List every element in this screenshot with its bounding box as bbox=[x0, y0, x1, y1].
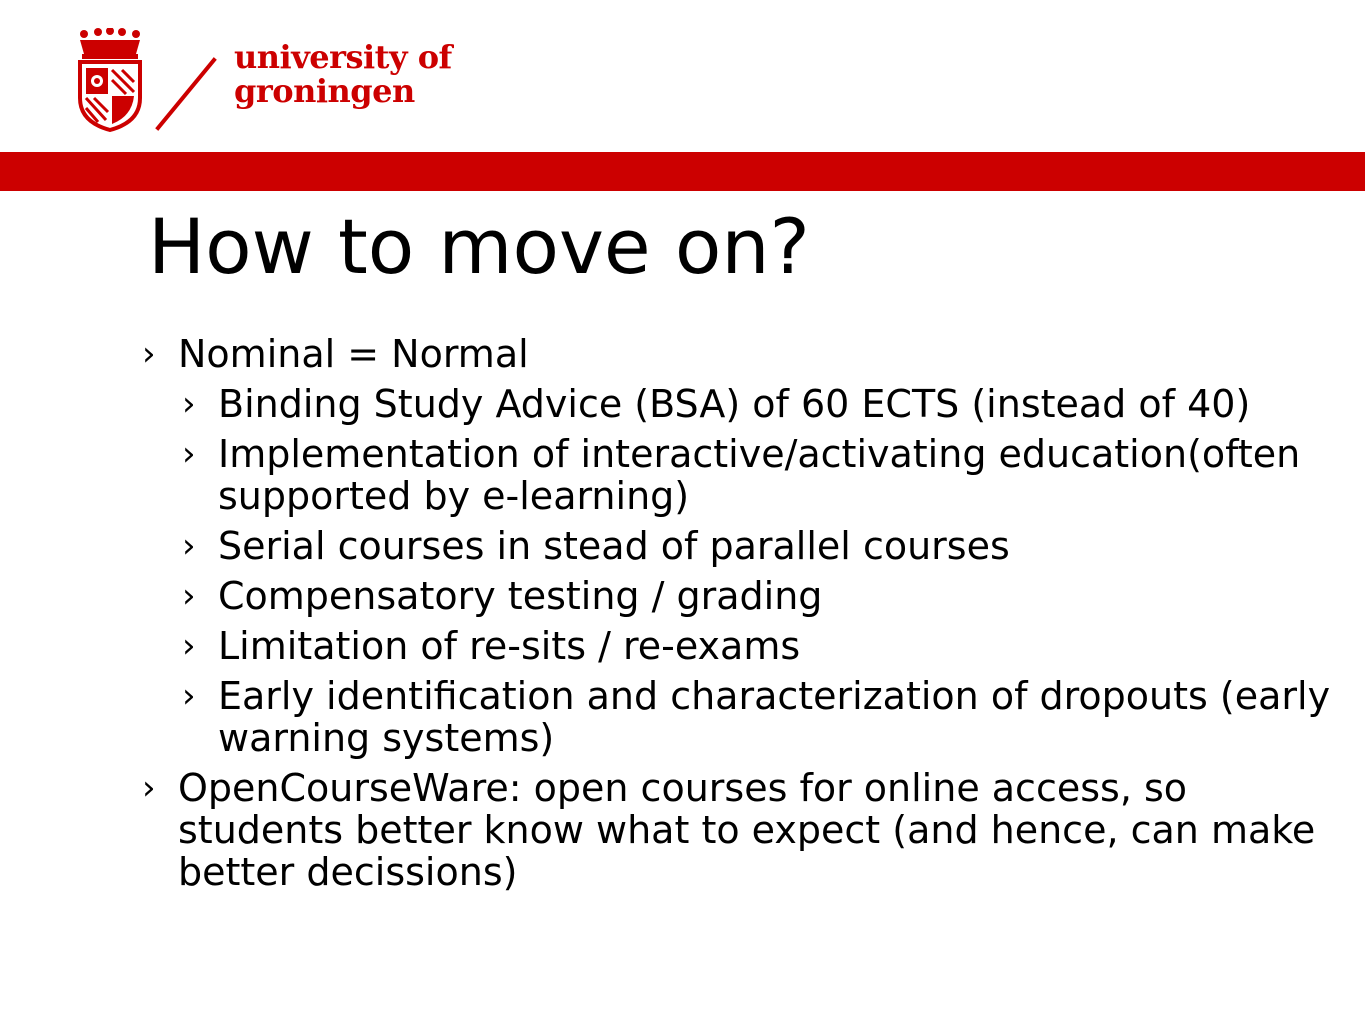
bullet-text: OpenCourseWare: open courses for online access, so students better know what to expect (and hence, can make better decissions) bbox=[178, 766, 1316, 894]
bullet-chevron-icon: › bbox=[142, 768, 156, 808]
bullet-text: Serial courses in stead of parallel courses bbox=[218, 524, 1010, 568]
university-crest-logo bbox=[76, 28, 144, 132]
bullet-chevron-icon: › bbox=[182, 384, 196, 424]
wordmark-line-2: groningen bbox=[234, 72, 415, 110]
bullet-text: Early identification and characterization of dropouts (early warning systems) bbox=[218, 674, 1331, 760]
bullet-text: Limitation of re-sits / re-exams bbox=[218, 624, 801, 668]
sub-bullet-item bbox=[182, 383, 1342, 425]
sub-bullet-item bbox=[182, 525, 1342, 567]
bullet-list bbox=[142, 333, 1342, 901]
sub-bullet-item bbox=[182, 433, 1342, 517]
bullet-chevron-icon: › bbox=[182, 626, 196, 666]
bullet-chevron-icon: › bbox=[182, 576, 196, 616]
slide-title: How to move on? bbox=[148, 202, 810, 291]
sub-bullet-item bbox=[182, 675, 1342, 759]
bullet-text: Nominal = Normal bbox=[178, 332, 529, 376]
bullet-text: Compensatory testing / grading bbox=[218, 574, 823, 618]
header-red-band bbox=[0, 152, 1365, 191]
logo-slash-divider bbox=[152, 56, 218, 132]
sub-bullet-item bbox=[182, 625, 1342, 667]
bullet-chevron-icon: › bbox=[182, 676, 196, 716]
bullet-item bbox=[142, 333, 1342, 375]
wordmark-line-1: university of bbox=[234, 38, 452, 76]
university-wordmark bbox=[234, 40, 452, 108]
bullet-text: Implementation of interactive/activating education(often supported by e-learning) bbox=[218, 432, 1301, 518]
bullet-chevron-icon: › bbox=[142, 334, 156, 374]
bullet-chevron-icon: › bbox=[182, 434, 196, 474]
bullet-text: Binding Study Advice (BSA) of 60 ECTS (instead of 40) bbox=[218, 382, 1251, 426]
bullet-item bbox=[142, 767, 1342, 893]
bullet-chevron-icon: › bbox=[182, 526, 196, 566]
sub-bullet-item bbox=[182, 575, 1342, 617]
